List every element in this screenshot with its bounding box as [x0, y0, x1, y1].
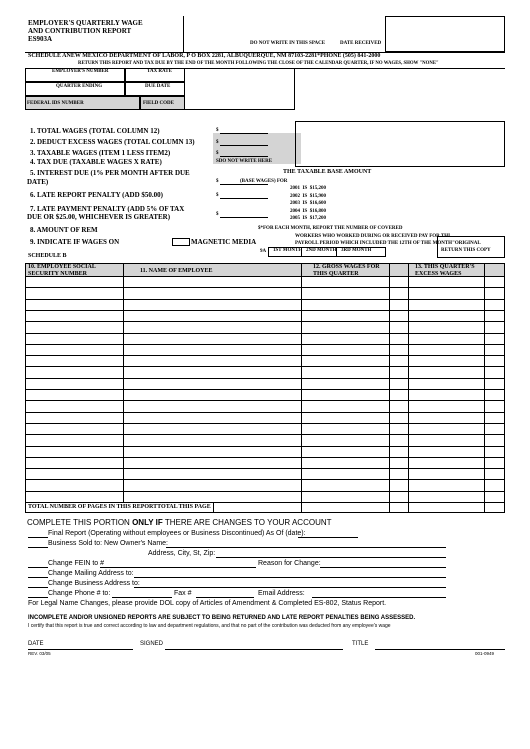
email-label: Email Address: — [258, 590, 305, 597]
return-copy-label: RETURN THIS COPY — [441, 248, 491, 253]
workers-note: WORKERS WHO WORKED DURING OR RECEIVED PAY FOR THI — [295, 234, 451, 239]
taxable-base-table — [290, 185, 326, 223]
table-row[interactable] — [26, 423, 504, 424]
title-line-1: EMPLOYER'S QUARTERLY WAGE — [28, 19, 143, 27]
change-business-label: Change Business Address to: — [48, 580, 140, 587]
line-7-label-cont: DUE OR $25.00, WHICHEVER IS GREATER) — [27, 213, 171, 221]
month-2-label[interactable]: 2ND MONTH — [306, 248, 337, 253]
table-row[interactable] — [26, 310, 504, 311]
table-row[interactable] — [26, 389, 504, 390]
table-row[interactable] — [26, 366, 504, 367]
table-row[interactable] — [26, 446, 504, 447]
table-row[interactable] — [26, 344, 504, 345]
mailing-check[interactable] — [28, 577, 48, 578]
return-copy-box — [437, 236, 505, 258]
legal-name-note: For Legal Name Changes, please provide DOL copy of Articles of Amendment & Completed ES-802, Status Report. — [28, 600, 387, 607]
table-row[interactable] — [26, 287, 504, 288]
table-row[interactable] — [26, 400, 504, 401]
base-row: 2002 IS $15,900 — [290, 193, 326, 199]
business-addr-field[interactable] — [134, 587, 446, 588]
month-1-label[interactable]: 1ST MONTH — [273, 248, 303, 253]
date-received-label: DATE RECEIVED — [340, 41, 382, 46]
address-field[interactable] — [216, 557, 446, 558]
change-phone-label: Change Phone # to: — [48, 590, 111, 597]
dollar-sign: $ — [216, 193, 219, 198]
date-label: DATE — [28, 641, 44, 647]
reason-field[interactable] — [320, 567, 446, 568]
base-row: 2004 IS $16,800 — [290, 208, 326, 214]
line-2-field[interactable] — [220, 145, 268, 146]
form-code: 001-0949 — [475, 651, 495, 656]
reason-label: Reason for Change: — [258, 560, 321, 567]
line-5-field[interactable] — [220, 184, 268, 185]
date-received-box — [385, 16, 505, 52]
table-row[interactable] — [26, 468, 504, 469]
form-id: ES903A — [28, 35, 53, 43]
due-date-label: DUE DATE — [145, 84, 171, 89]
title-field[interactable] — [375, 649, 505, 650]
base-row: 2005 IS $17,200 — [290, 216, 326, 222]
table-row[interactable] — [26, 412, 504, 413]
email-field[interactable] — [312, 597, 446, 598]
new-owner-field[interactable] — [166, 547, 446, 548]
final-report-check[interactable] — [28, 537, 48, 538]
warning-text: INCOMPLETE AND/OR UNSIGNED REPORTS ARE SUBJECT TO BEING RETURNED AND LATE REPORT PENALTIES BEING ASSESSED. — [28, 615, 416, 621]
line-7-label: 7. LATE PAYMENT PENALTY (ADD 5% OF TAX — [30, 205, 185, 213]
dollar-sign: $ — [216, 128, 219, 133]
field-code-label: FIELD CODE — [143, 101, 174, 106]
base-row: 2003 IS $16,600 — [290, 201, 326, 207]
line-1-field[interactable] — [220, 133, 268, 134]
line-6-label: 6. LATE REPORT PENALTY (ADD $50.00) — [30, 191, 163, 199]
magnetic-media-checkbox[interactable] — [172, 238, 190, 246]
line-6-field[interactable] — [220, 198, 268, 199]
line-9-label: 9. INDICATE IF WAGES ON — [30, 238, 120, 246]
employer-number-label: EMPLOYER'S NUMBER — [52, 69, 109, 74]
col-divider — [301, 264, 302, 512]
fax-field[interactable] — [196, 597, 254, 598]
table-row[interactable] — [26, 321, 504, 322]
do-not-write-here: SDO NOT WRITE HERE — [216, 159, 273, 164]
final-report-label: Final Report (Operating without employees or Business Discontinued) As Of (date): — [48, 530, 306, 537]
phone-field[interactable] — [112, 597, 172, 598]
line-3-label: 3. TAXABLE WAGES (ITEM 1 LESS ITEM2) — [30, 149, 171, 157]
table-row[interactable] — [26, 355, 504, 356]
per-month-note: $*FOR EACH MONTH, REPORT THE NUMBER OF COVERED — [258, 226, 403, 231]
business-addr-check[interactable] — [28, 587, 48, 588]
certify-text: I certify that this report is true and correct according to law and department regulations, and that no part of the contribution was deducted from any employee's wage — [28, 623, 391, 629]
base-wages-for: (BASE WAGES) FOR — [240, 179, 288, 184]
header-divider — [183, 16, 184, 52]
base-row: 2001 IS $15,200 — [290, 186, 326, 191]
quarter-ending-label: QUARTER ENDING — [56, 84, 103, 89]
col-divider — [484, 264, 485, 512]
dollar-sign: $ — [216, 140, 219, 145]
table-row[interactable] — [26, 299, 504, 300]
table-row[interactable] — [26, 434, 504, 435]
taxable-base-heading: THE TAXABLE BASE AMOUNT — [283, 169, 372, 175]
change-fein-label: Change FEIN to # — [48, 560, 105, 567]
fax-label: Fax # — [174, 590, 192, 597]
title-label: TITLE — [352, 641, 369, 647]
col-name-header: 11. NAME OF EMPLOYEE — [140, 268, 213, 274]
date-field[interactable] — [28, 649, 133, 650]
revision-code: REV. 03/05 — [28, 651, 51, 656]
total-rule — [26, 502, 504, 503]
line-7-field[interactable] — [220, 217, 268, 218]
payroll-note: PAYROLL PERIOD WHICH INCLUDED THE 12TH OF THE MONTH"ORIGINAL — [295, 241, 481, 246]
line-1-label: 1. TOTAL WAGES (TOTAL COLUMN 12) — [30, 127, 160, 135]
office-use-box — [295, 121, 505, 167]
business-sold-check[interactable] — [28, 547, 48, 548]
table-row[interactable] — [26, 457, 504, 458]
signed-label: SIGNED — [140, 641, 164, 647]
line-4-label: 4. TAX DUE (TAXABLE WAGES X RATE) — [30, 158, 162, 166]
dollar-sign: $ — [216, 179, 219, 184]
dollar-sign: $ — [216, 212, 219, 217]
col-divider — [408, 264, 409, 512]
final-report-date[interactable] — [298, 537, 358, 538]
month-3-label[interactable]: 3RD MONTH — [341, 248, 372, 253]
mailing-field[interactable] — [134, 577, 446, 578]
signature-field[interactable] — [165, 649, 343, 650]
line-5-label-cont: DATE) — [27, 178, 49, 186]
col-gross-header: 12. GROSS WAGES FOR THIS QUARTER — [313, 264, 380, 277]
business-sold-label: Business Sold to: New Owner's Name: — [48, 540, 168, 547]
table-row[interactable] — [26, 378, 504, 379]
col-divider — [389, 264, 390, 512]
col-excess-header: 13. THIS QUARTER'S EXCESS WAGES — [415, 264, 475, 277]
change-mailing-label: Change Mailing Address to: — [48, 570, 134, 577]
return-notice: RETURN THIS REPORT AND TAX DUE BY THE END OF THE MONTH FOLLOWING THE CLOSE OF THE CALENDAR QUARTER, IF NO WAGES, SHOW "NONE" — [78, 61, 439, 66]
do-not-write-label: DO NOT WRITE IN THIS SPACE — [250, 41, 326, 46]
fein-field[interactable] — [100, 567, 256, 568]
magnetic-media-label: MAGNETIC MEDIA — [191, 238, 257, 246]
total-divider — [213, 502, 214, 512]
table-row[interactable] — [26, 491, 504, 492]
federal-ids-label: FEDERAL IDS NUMBER — [27, 101, 84, 106]
phone-check[interactable] — [28, 597, 48, 598]
schedule-b-label: SCHEDULE B — [28, 253, 67, 259]
table-row[interactable] — [26, 333, 504, 334]
line-8-label: 8. AMOUNT OF REM — [30, 226, 98, 234]
fein-check[interactable] — [28, 567, 48, 568]
title-line-2: AND CONTRIBUTION REPORT — [28, 27, 132, 35]
changes-heading: COMPLETE THIS PORTION ONLY IF THERE ARE CHANGES TO YOUR ACCOUNT — [27, 518, 332, 527]
line-2-label: 2. DEDUCT EXCESS WAGES (TOTAL COLUMN 13) — [30, 138, 195, 146]
tax-rate-label: TAX RATE — [147, 69, 172, 74]
schedule-a-line: SCHEDULE ANEW MEXICO DEPARTMENT OF LABOR, P O BOX 2281, ALBUQUERQUE, NM 87103-2281*PHONE (505) 841-2000 — [28, 53, 381, 59]
item-9a-label: 9A — [260, 249, 267, 254]
dollar-sign: $ — [216, 151, 219, 156]
table-row[interactable] — [26, 276, 504, 277]
line-3-field[interactable] — [220, 156, 268, 157]
total-label: TOTAL NUMBER OF PAGES IN THIS REPORTTOTAL THIS PAGE — [28, 504, 211, 510]
wage-table — [25, 263, 505, 513]
line-5-label: 5. INTEREST DUE (1% PER MONTH AFTER DUE — [30, 169, 190, 177]
col-ssn-header: 10. EMPLOYEE SOCIAL SECURITY NUMBER — [28, 264, 96, 277]
address-label: Address, City, St, Zip: — [148, 550, 216, 557]
form-title — [28, 19, 143, 43]
table-row[interactable] — [26, 479, 504, 480]
